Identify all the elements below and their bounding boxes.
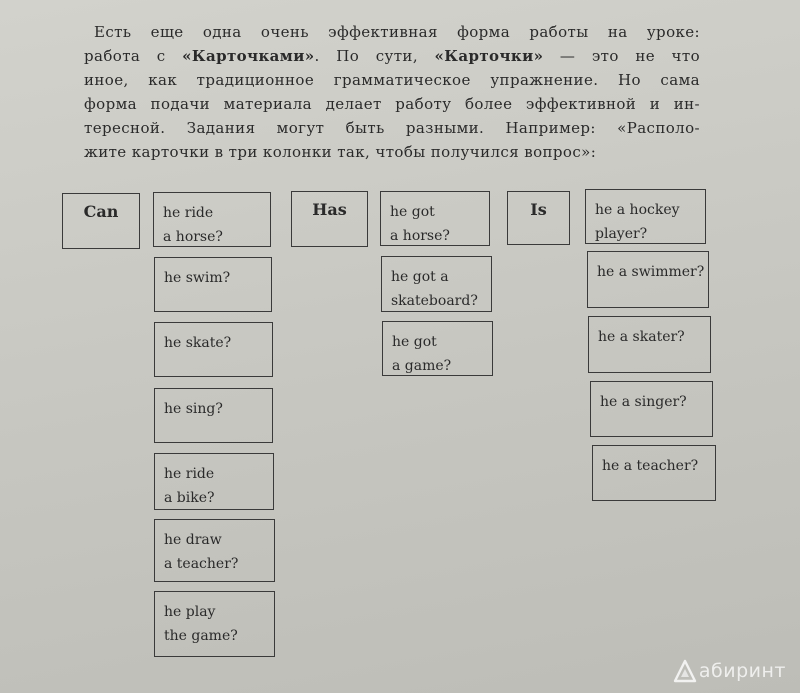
paragraph-line: Есть еще одна очень эффективная форма работы на уроке: bbox=[94, 23, 700, 41]
paragraph-line: иное, как традиционное грамматическое упражнение. Но сама bbox=[84, 71, 700, 89]
can-card: he ride a bike? bbox=[154, 453, 274, 510]
paragraph-line: работа с «Карточками». По сути, «Карточки» — это не что bbox=[84, 47, 700, 65]
is-card: he a teacher? bbox=[592, 445, 716, 501]
has-header-card: Has bbox=[291, 191, 368, 247]
is-header-card: Is bbox=[507, 191, 570, 245]
has-card: he got a game? bbox=[382, 321, 493, 376]
can-card: he sing? bbox=[154, 388, 273, 443]
paragraph-line: жите карточки в три колонки так, чтобы получился вопрос»: bbox=[84, 143, 597, 161]
labyrinth-logo-icon bbox=[673, 659, 697, 683]
can-card: he skate? bbox=[154, 322, 273, 377]
watermark bbox=[673, 659, 786, 683]
paragraph-line: тересной. Задания могут быть разными. Например: «Располо- bbox=[84, 119, 700, 137]
is-card: he a skater? bbox=[588, 316, 711, 373]
is-card: he a singer? bbox=[590, 381, 713, 437]
watermark-text: абиринт bbox=[698, 660, 786, 682]
can-card: he draw a teacher? bbox=[154, 519, 275, 582]
can-card: he ride a horse? bbox=[153, 192, 271, 247]
has-card: he got a skateboard? bbox=[381, 256, 492, 312]
has-card: he got a horse? bbox=[380, 191, 490, 246]
intro-paragraph bbox=[84, 20, 700, 164]
can-header-card: Can bbox=[62, 193, 140, 249]
paragraph-line: форма подачи материала делает работу более эффективной и ин- bbox=[84, 95, 700, 113]
is-card: he a swimmer? bbox=[587, 251, 709, 308]
can-card: he play the game? bbox=[154, 591, 275, 657]
can-card: he swim? bbox=[154, 257, 272, 312]
is-card: he a hockey player? bbox=[585, 189, 706, 244]
